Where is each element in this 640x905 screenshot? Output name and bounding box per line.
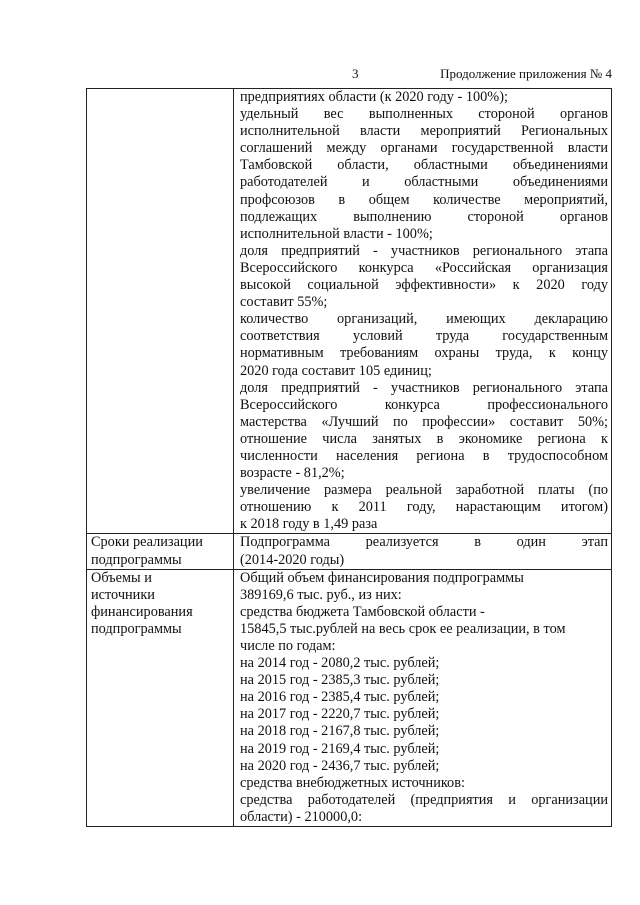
row-value-line: Общий объем финансирования подпрограммы (240, 569, 524, 586)
appendix-caption: Продолжение приложения № 4 (440, 66, 612, 81)
row-label-cell (87, 534, 234, 569)
row-value-line: предприятиях области (к 2020 году - 100%); (240, 89, 508, 105)
row-label-line: Объемы и (91, 569, 152, 586)
row-value-line: Всероссийского конкурса профессионального (240, 396, 608, 413)
row-value-line: высокой социальной эффективности» к 2020 году (240, 277, 608, 294)
row-value-cell (234, 89, 612, 534)
row-label-cell (87, 569, 234, 826)
row-value-line: на 2018 год - 2167,8 тыс. рублей; (240, 723, 440, 740)
row-label-line: источники (91, 586, 155, 603)
row-value-line: доля предприятий - участников регионального этапа (240, 379, 608, 396)
row-value-cell (234, 569, 612, 826)
table-row (87, 89, 612, 534)
row-value-line: возрасте - 81,2%; (240, 465, 345, 482)
row-value-line: нормативным требованиям охраны труда, к концу (240, 345, 608, 362)
row-value-line: доля предприятий - участников регионального этапа (240, 242, 608, 259)
row-value-line: подлежащих выполнению стороной органов (240, 208, 608, 225)
row-value-line: соглашений между органами государственной власти (240, 140, 608, 157)
row-value-line: к 2018 году в 1,49 раза (240, 516, 378, 533)
row-value-line: соответствия условий труда государственным (240, 328, 608, 345)
row-value-line: на 2016 год - 2385,4 тыс. рублей; (240, 689, 440, 706)
row-value-line: средства внебюджетных источников: (240, 774, 465, 791)
row-value-line: средства бюджета Тамбовской области - (240, 603, 485, 620)
table-row (87, 569, 612, 826)
row-value-line: составит 55%; (240, 294, 328, 311)
row-value-line: количество организаций, имеющих декларацию (240, 311, 608, 328)
row-label-cell (87, 89, 234, 534)
row-value-line: Подпрограмма реализуется в один этап (240, 534, 608, 551)
passport-table (86, 88, 612, 827)
row-value-line: 2020 года составит 105 единиц; (240, 362, 432, 379)
row-value-line: на 2017 год - 2220,7 тыс. рублей; (240, 706, 440, 723)
row-value-line: отношению к 2011 году, нарастающим итогом) (240, 499, 608, 516)
row-value-line: средства работодателей (предприятия и организации (240, 791, 608, 808)
row-value-line: на 2020 год - 2436,7 тыс. рублей; (240, 757, 440, 774)
row-value-line: на 2019 год - 2169,4 тыс. рублей; (240, 740, 440, 757)
page-number: 3 (352, 66, 359, 81)
row-value-line: удельный вес выполненных стороной органов (240, 106, 608, 123)
row-label-line: финансирования (91, 603, 193, 620)
row-label-line: подпрограммы (91, 620, 182, 637)
row-value-line: Всероссийского конкурса «Российская организация (240, 259, 608, 276)
row-value-line: профсоюзов в общем количестве мероприятий, (240, 191, 608, 208)
row-value-line: исполнительной власти мероприятий Региональных (240, 123, 608, 140)
table-row (87, 534, 612, 569)
row-value-line: области) - 210000,0: (240, 808, 363, 825)
row-label-line: подпрограммы (91, 551, 182, 568)
row-value-line: отношение числа занятых в экономике региона к (240, 430, 608, 447)
row-value-line: на 2015 год - 2385,3 тыс. рублей; (240, 672, 440, 689)
row-value-line: 15845,5 тыс.рублей на весь срок ее реализации, в том (240, 620, 566, 637)
row-value-cell (234, 534, 612, 569)
row-value-line: Тамбовской области, областными объединениями (240, 157, 608, 174)
row-value-line: (2014-2020 годы) (240, 551, 345, 568)
row-value-line: 389169,6 тыс. руб., из них: (240, 586, 402, 603)
row-value-line: исполнительной власти - 100%; (240, 225, 433, 242)
row-value-line: численности населения региона в трудоспособном (240, 447, 608, 464)
row-value-line: работодателей и областными объединениями (240, 174, 608, 191)
row-value-line: числе по годам: (240, 638, 336, 654)
row-label-line: Сроки реализации (91, 534, 203, 551)
row-value-line: мастерства «Лучший по профессии» составит 50%; (240, 413, 608, 430)
row-value-line: на 2014 год - 2080,2 тыс. рублей; (240, 655, 440, 672)
row-value-line: увеличение размера реальной заработной платы (по (240, 482, 608, 499)
